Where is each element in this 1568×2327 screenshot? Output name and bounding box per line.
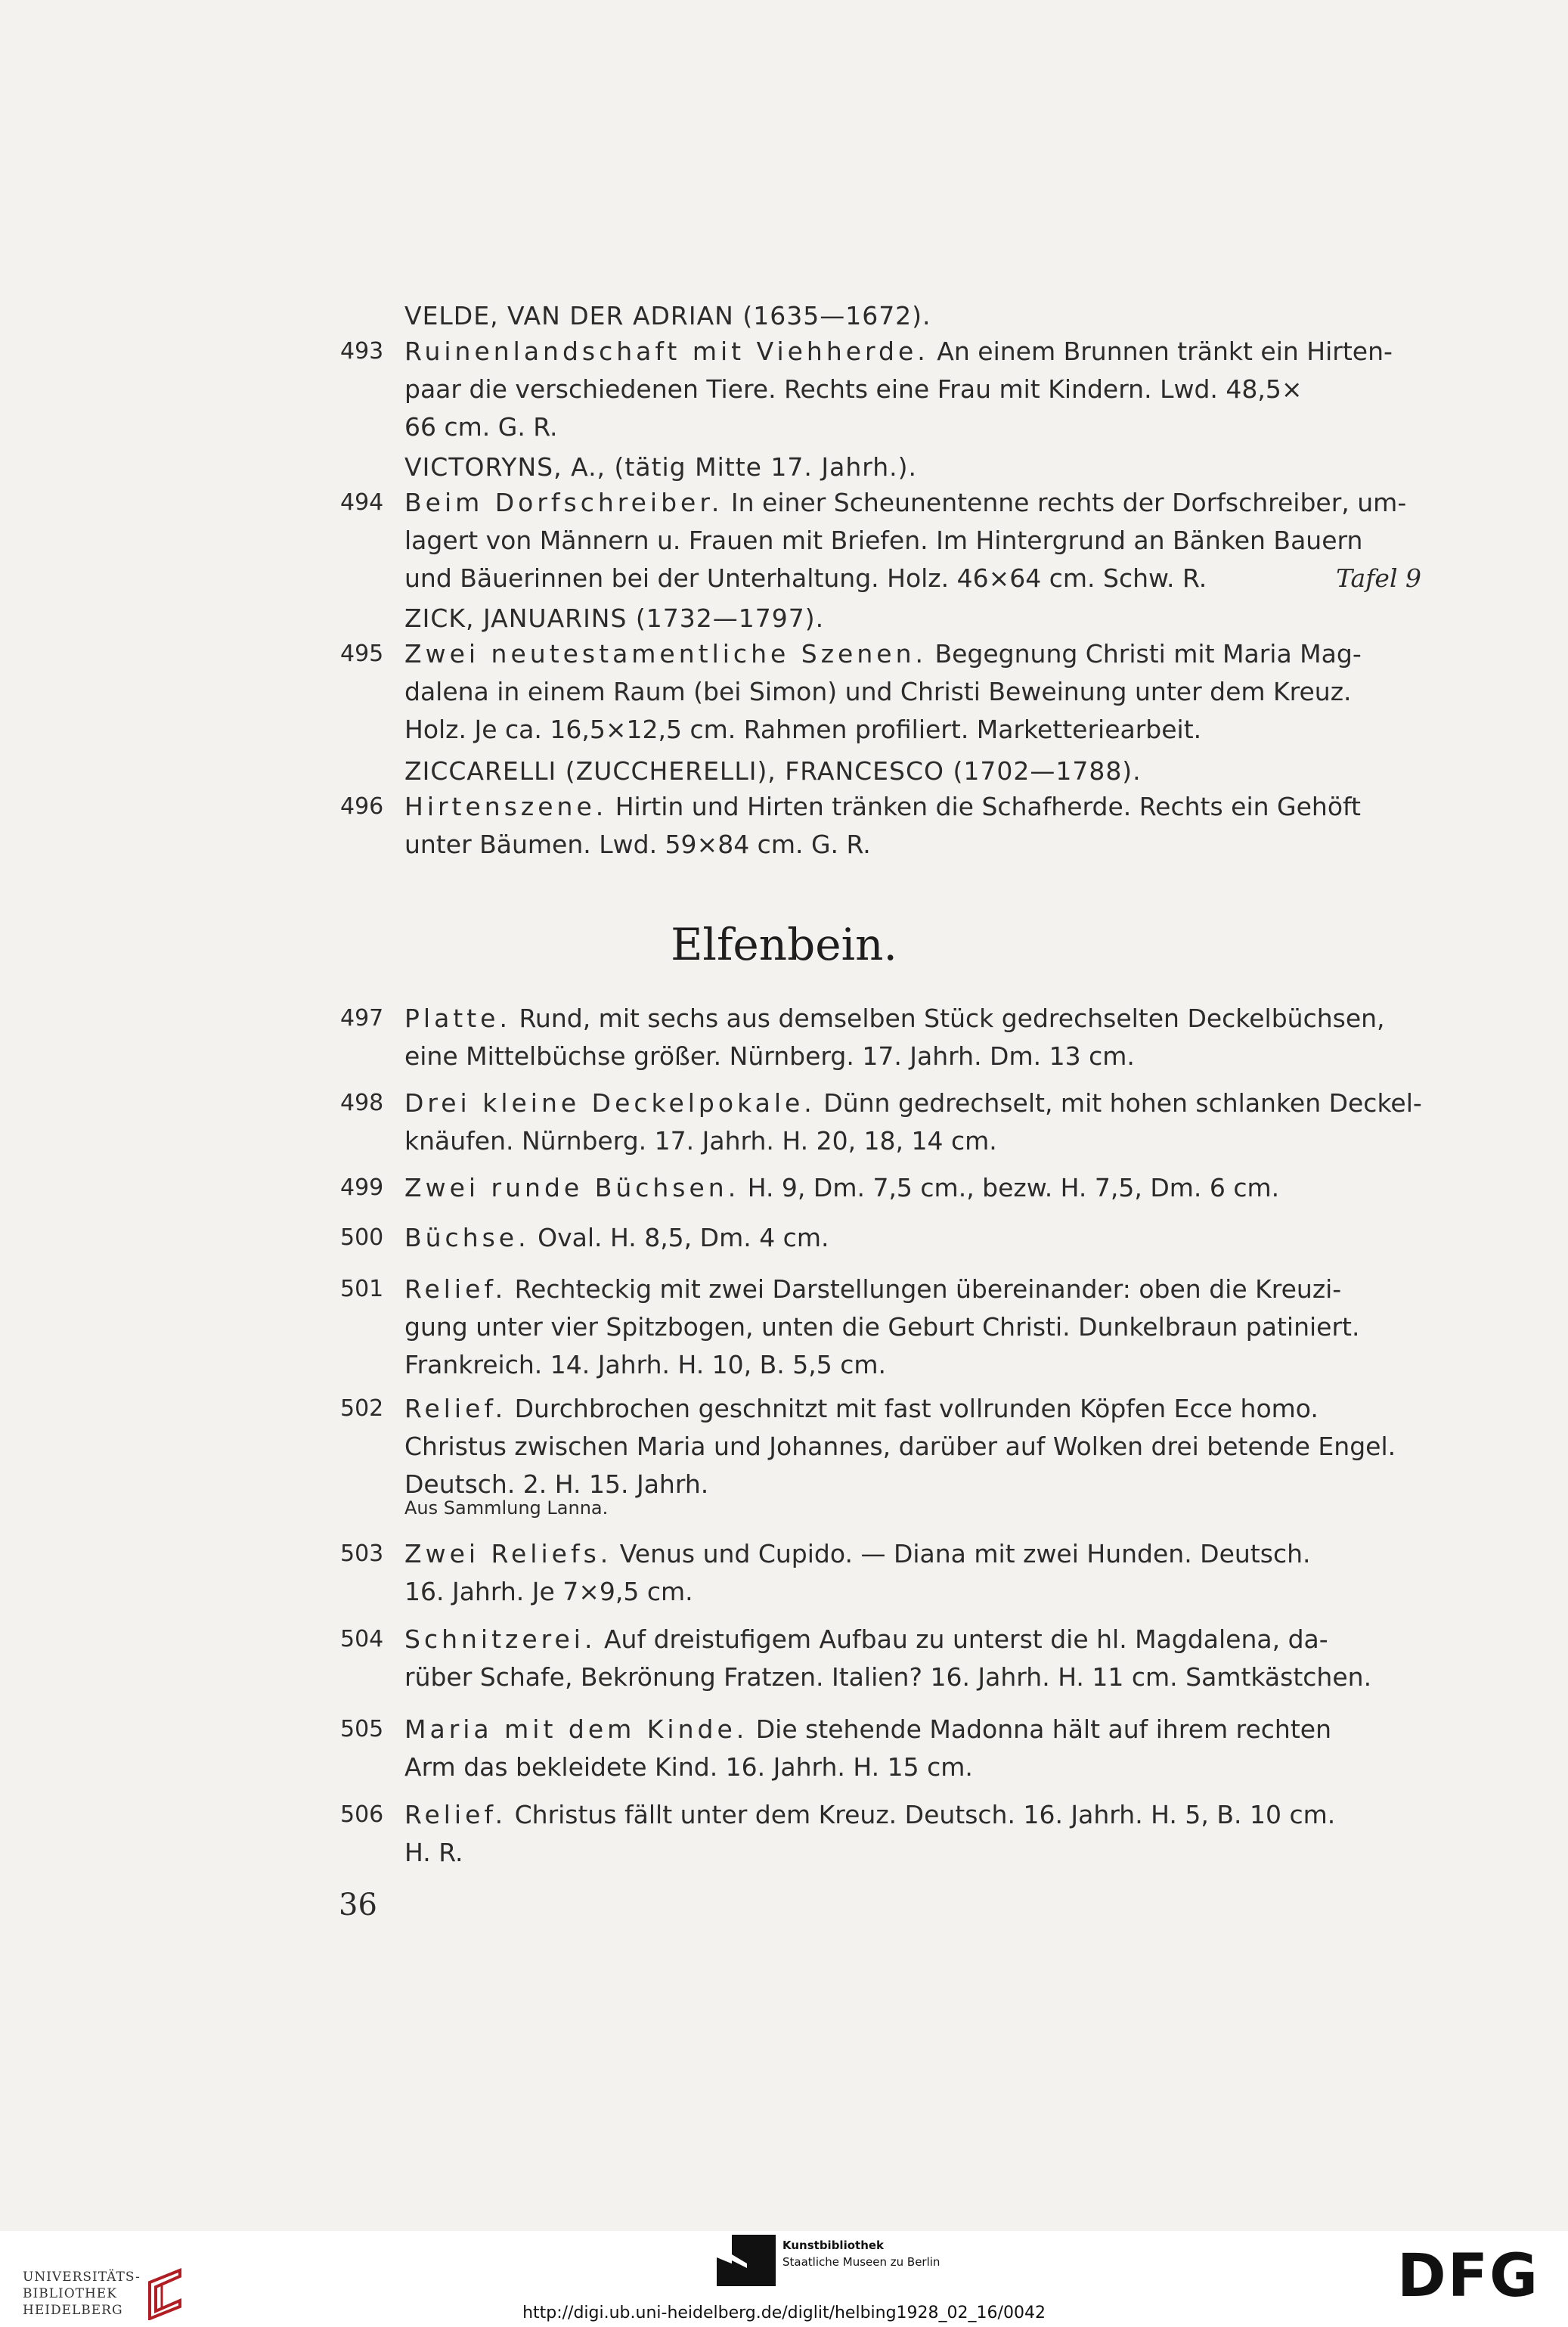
entry-text: Rund, mit sechs aus demselben Stück gedrechselten Deckelbüchsen, (519, 1004, 1385, 1033)
logo-text: UNIVERSITÄTS- (23, 2270, 141, 2285)
dfg-logo[interactable]: DFG (1397, 2242, 1540, 2310)
entry-body (404, 1621, 1421, 1696)
page-number: 36 (339, 1888, 377, 1922)
entry-number: 503 (340, 1540, 384, 1567)
entry-title: Beim Dorfschreiber. (404, 488, 724, 517)
entry-number: 500 (340, 1224, 384, 1251)
entry-text: Holz. Je ca. 16,5×12,5 cm. Rahmen profiliert. Marketteriearbeit. (404, 715, 1202, 744)
entry-title: Zwei neutestamentliche Szenen. (404, 639, 927, 669)
entry-body (404, 1219, 1421, 1257)
kunstbibliothek-logo-icon (717, 2235, 776, 2286)
entry-body (404, 333, 1421, 446)
entry-text: Begegnung Christi mit Maria Mag- (934, 639, 1362, 669)
artist-heading: VICTORYNS, A., (tätig Mitte 17. Jahrh.). (404, 452, 918, 482)
entry-body (404, 788, 1421, 864)
entry-text: Deutsch. 2. H. 15. Jahrh. (404, 1469, 709, 1499)
entry-text: Arm das bekleidete Kind. 16. Jahrh. H. 15 cm. (404, 1752, 973, 1782)
entry-number: 504 (340, 1626, 384, 1652)
kb-title: Kunstbibliothek (782, 2239, 885, 2252)
entry-title: Zwei runde Büchsen. (404, 1173, 740, 1202)
entry-title: Schnitzerei. (404, 1624, 597, 1654)
entry-text: eine Mittelbüchse größer. Nürnberg. 17. Jahrh. Dm. 13 cm. (404, 1041, 1135, 1071)
entry-text: Christus fällt unter dem Kreuz. Deutsch. 16. Jahrh. H. 5, B. 10 cm. (514, 1800, 1336, 1829)
entry-number: 497 (340, 1005, 384, 1032)
artist-heading: VELDE, VAN DER ADRIAN (1635—1672). (404, 301, 931, 330)
entry-text: In einer Scheunentenne rechts der Dorfschreiber, um- (730, 488, 1407, 517)
entry-title: Hirtenszene. (404, 792, 608, 821)
entry-title: Relief. (404, 1800, 507, 1829)
provenance-note: Aus Sammlung Lanna. (404, 1497, 609, 1519)
entry-text: unter Bäumen. Lwd. 59×84 cm. G. R. (404, 830, 871, 859)
entry-text: Frankreich. 14. Jahrh. H. 10, B. 5,5 cm. (404, 1350, 887, 1379)
kb-subtitle: Staatliche Museen zu Berlin (782, 2255, 940, 2269)
entry-text: Dünn gedrechselt, mit hohen schlanken Deckel- (823, 1088, 1422, 1118)
entry-body (404, 1796, 1421, 1872)
entry-text: und Bäuerinnen bei der Unterhaltung. Holz. 46×64 cm. Schw. R. (404, 563, 1207, 593)
entry-text: Venus und Cupido. — Diana mit zwei Hunden. Deutsch. (619, 1539, 1311, 1568)
entry-body (404, 1271, 1421, 1384)
entry-body (404, 1084, 1421, 1160)
entry-title: Zwei Reliefs. (404, 1539, 612, 1568)
entry-text: lagert von Männern u. Frauen mit Briefen. Im Hintergrund an Bänken Bauern (404, 526, 1363, 555)
entry-title: Ruinenlandschaft mit Viehherde. (404, 337, 929, 366)
entry-body (404, 1390, 1421, 1503)
entry-text: 66 cm. G. R. (404, 412, 558, 442)
artist-heading: ZICCARELLI (ZUCCHERELLI), FRANCESCO (1702—1788). (404, 756, 1142, 786)
entry-number: 495 (340, 641, 384, 667)
entry-number: 493 (340, 338, 384, 365)
entry-number: 498 (340, 1090, 384, 1116)
entry-text: knäufen. Nürnberg. 17. Jahrh. H. 20, 18, 14 cm. (404, 1126, 997, 1156)
entry-text: dalena in einem Raum (bei Simon) und Christi Beweinung unter dem Kreuz. (404, 677, 1352, 706)
entry-text: Rechteckig mit zwei Darstellungen übereinander: oben die Kreuzi- (514, 1274, 1342, 1304)
entry-body (404, 1535, 1421, 1611)
entry-text: Christus zwischen Maria und Johannes, darüber auf Wolken drei betende Engel. (404, 1432, 1396, 1461)
entry-body (404, 1711, 1421, 1786)
entry-title: Maria mit dem Kinde. (404, 1714, 748, 1744)
entry-title: Büchse. (404, 1223, 530, 1252)
entry-text: Durchbrochen geschnitzt mit fast vollrunden Köpfen Ecce homo. (514, 1394, 1319, 1423)
entry-number: 506 (340, 1801, 384, 1828)
entry-text: rüber Schafe, Bekrönung Fratzen. Italien? 16. Jahrh. H. 11 cm. Samtkästchen. (404, 1662, 1372, 1692)
entry-number: 496 (340, 793, 384, 820)
entry-text: gung unter vier Spitzbogen, unten die Geburt Christi. Dunkelbraun patiniert. (404, 1312, 1360, 1342)
logo-text: BIBLIOTHEK (23, 2286, 117, 2301)
entry-body (404, 1169, 1421, 1207)
entry-number: 499 (340, 1174, 384, 1201)
entry-text: Oval. H. 8,5, Dm. 4 cm. (538, 1223, 829, 1252)
entry-text: An einem Brunnen tränkt ein Hirten- (937, 337, 1393, 366)
entry-title: Platte. (404, 1004, 511, 1033)
logo-text: HEIDELBERG (23, 2303, 123, 2318)
section-title: Elfenbein. (671, 919, 897, 970)
entry-number: 501 (340, 1276, 384, 1302)
entry-text: Hirtin und Hirten tränken die Schafherde. Rechts ein Gehöft (615, 792, 1361, 821)
entry-title: Relief. (404, 1274, 507, 1304)
entry-title: Relief. (404, 1394, 507, 1423)
entry-number: 494 (340, 489, 384, 516)
plate-reference: Tafel 9 (1336, 563, 1421, 593)
entry-number: 502 (340, 1395, 384, 1422)
entry-text: 16. Jahrh. Je 7×9,5 cm. (404, 1577, 693, 1606)
entry-body (404, 1000, 1421, 1075)
entry-text: Die stehende Madonna hält auf ihrem rechten (755, 1714, 1331, 1744)
entry-title: Drei kleine Deckelpokale. (404, 1088, 816, 1118)
entry-number: 505 (340, 1716, 384, 1742)
entry-text: H. R. (404, 1838, 463, 1867)
entry-body (404, 484, 1421, 597)
kunstbibliothek-label[interactable] (782, 2237, 940, 2270)
entry-text: paar die verschiedenen Tiere. Rechts eine Frau mit Kindern. Lwd. 48,5× (404, 374, 1303, 404)
artist-heading: ZICK, JANUARINS (1732—1797). (404, 603, 825, 633)
entry-text: H. 9, Dm. 7,5 cm., bezw. H. 7,5, Dm. 6 cm. (747, 1173, 1280, 1202)
entry-text: Auf dreistufigem Aufbau zu unterst die hl. Magdalena, da- (603, 1624, 1328, 1654)
entry-body (404, 635, 1421, 749)
source-url[interactable]: http://digi.ub.uni-heidelberg.de/diglit/helbing1928_02_16/0042 (522, 2304, 1046, 2322)
